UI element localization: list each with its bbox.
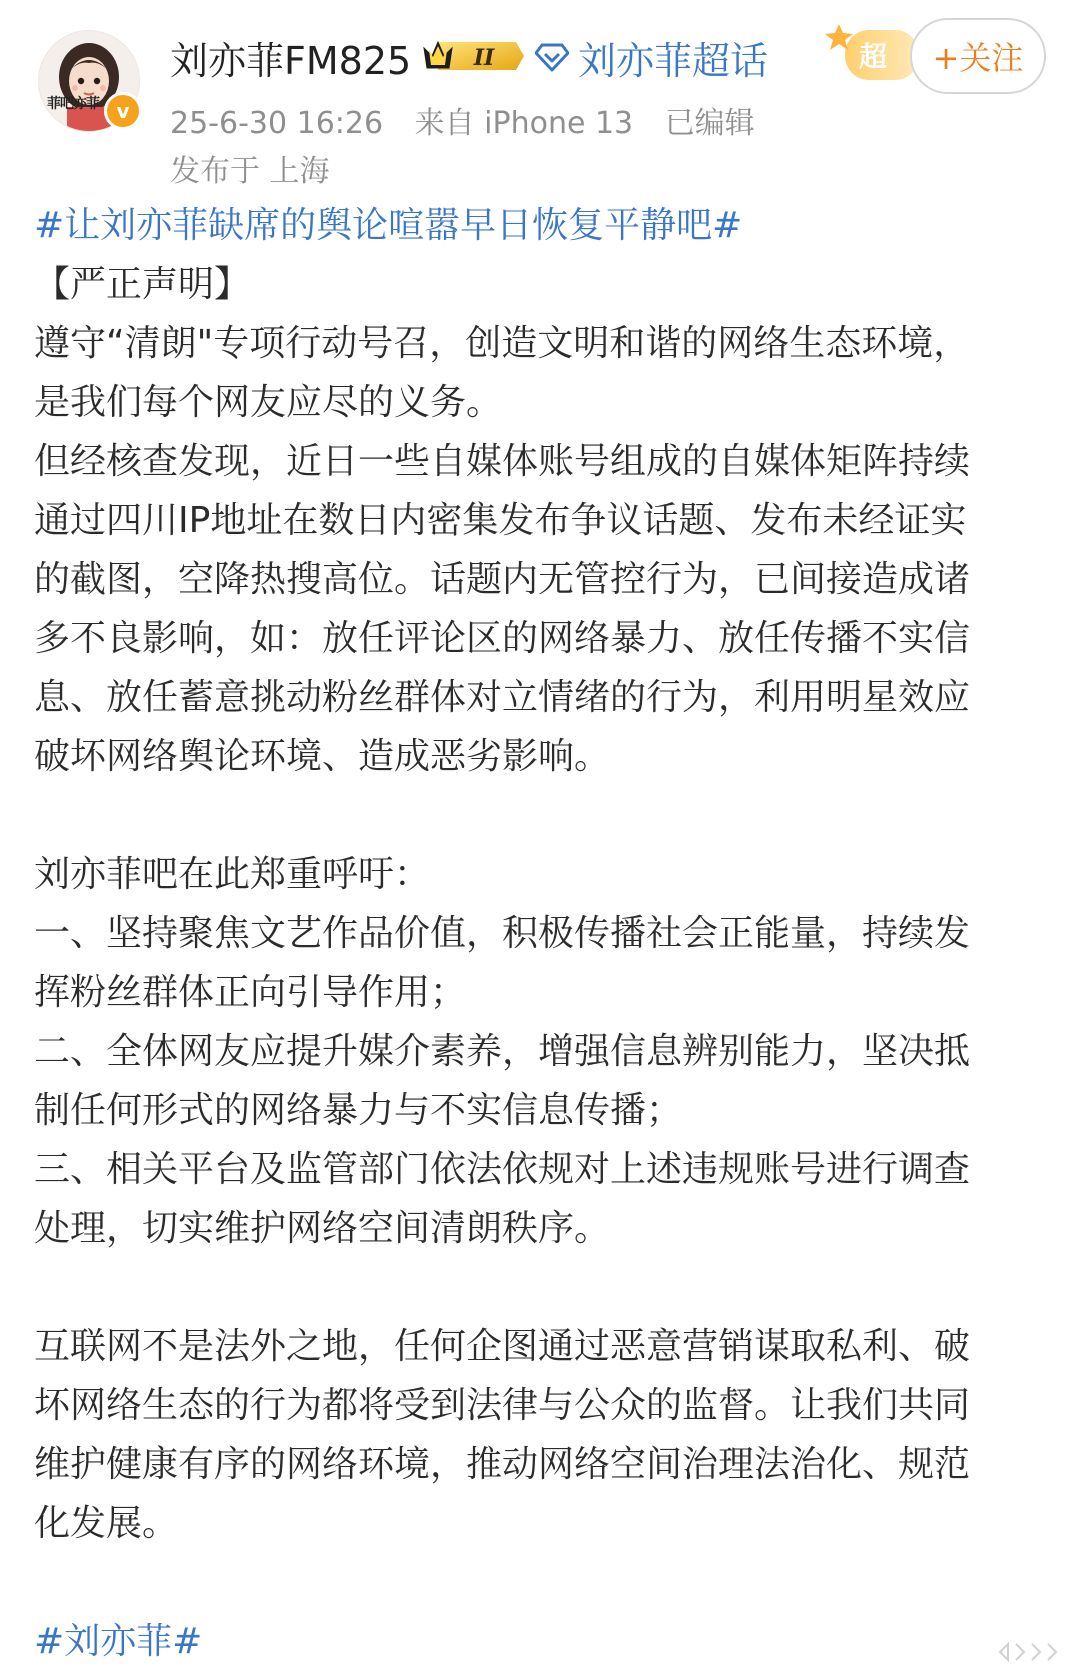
statement-heading: 【严正声明】: [34, 264, 251, 305]
post-header: [0, 0, 1080, 200]
post-line: 的截图，空降热搜高位。话题内无管控行为，已间接造成诸: [34, 559, 971, 600]
post-line: 互联网不是法外之地，任何企图通过恶意营销谋取私利、破: [34, 1326, 971, 1367]
post-line: 制任何形式的网络暴力与不实信息传播；: [34, 1090, 683, 1131]
avatar-text: 菲吧亦菲: [47, 96, 99, 112]
post-line: 坏网络生态的行为都将受到法律与公众的监督。让我们共同: [34, 1385, 971, 1426]
post-line: 二、全体网友应提升媒介素养，增强信息辨别能力，坚决抵: [34, 1031, 971, 1072]
post-line: 一、坚持聚焦文艺作品价值，积极传播社会正能量，持续发: [34, 913, 971, 954]
post-line: 息、放任蓄意挑动粉丝群体对立情绪的行为，利用明星效应: [34, 677, 971, 718]
post-line: 但经核查发现，近日一些自媒体账号组成的自媒体矩阵持续: [34, 441, 971, 482]
post-line: 通过四川IP地址在数日内密集发布争议话题、发布未经证实: [34, 500, 967, 541]
hashtag-topic-link[interactable]: #让刘亦菲缺席的舆论喧嚣早日恢复平静吧#: [34, 205, 743, 246]
post-line: 破坏网络舆论环境、造成恶劣影响。: [34, 736, 611, 777]
post-time: 25-6-30 16:26: [170, 106, 384, 141]
post-line: 三、相关平台及监管部门依法依规对上述违规账号进行调查: [34, 1149, 971, 1190]
verified-badge-icon: v: [104, 92, 142, 130]
follow-button[interactable]: +关注: [910, 18, 1046, 94]
level-badge-text: II: [473, 45, 495, 71]
supertopic-diamond-icon: [535, 42, 569, 72]
post-line: 刘亦菲吧在此郑重呼吁：: [34, 854, 431, 895]
paragraph-spacer: [34, 786, 1049, 845]
post-body: [34, 196, 1049, 1671]
edited-label: 已编辑: [664, 106, 755, 141]
post-line: 处理，切实维护网络空间清朗秩序。: [34, 1208, 611, 1249]
post-source: 来自 iPhone 13: [414, 106, 634, 141]
post-line: 是我们每个网友应尽的义务。: [34, 382, 503, 423]
username[interactable]: 刘亦菲FM825: [170, 39, 412, 83]
post-line: 维护健康有序的网络环境，推动网络空间治理法治化、规范: [34, 1444, 971, 1485]
watermark-icon: [996, 1640, 1062, 1664]
supertopic-link[interactable]: 刘亦菲超话: [578, 39, 769, 83]
post-location: 发布于 上海: [170, 154, 330, 189]
paragraph-spacer: [34, 1553, 1049, 1612]
chao-badge-text: 超: [858, 40, 888, 73]
hashtag-name-link[interactable]: #刘亦菲#: [34, 1621, 203, 1662]
paragraph-spacer: [34, 1258, 1049, 1317]
post-line: 多不良影响，如：放任评论区的网络暴力、放任传播不实信: [34, 618, 971, 659]
post-line: 化发展。: [34, 1503, 179, 1544]
post-line: 挥粉丝群体正向引导作用；: [34, 972, 467, 1013]
chao-super-badge-icon: [823, 18, 923, 88]
post-meta: [170, 98, 777, 142]
post-line: 遵守“清朗"专项行动号召，创造文明和谐的网络生态环境，: [34, 323, 970, 364]
crown-level-badge-icon: [420, 36, 525, 76]
